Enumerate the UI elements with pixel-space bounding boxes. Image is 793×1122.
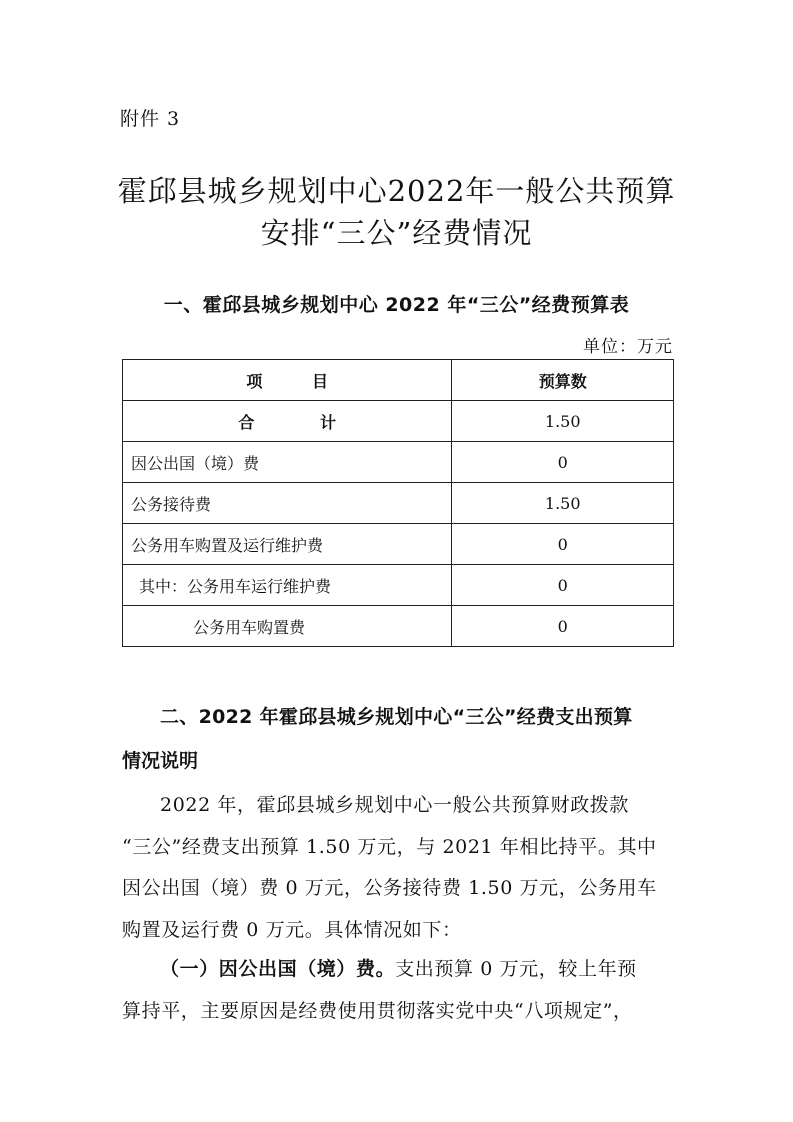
paragraph-overseas-travel (122, 949, 682, 1032)
row-label: 公务接待费 (123, 483, 452, 524)
section2-heading-line2: 情况说明 (122, 750, 199, 772)
total-value: 1.50 (452, 401, 674, 442)
section2-heading-line1: 二、2022 年霍邱县城乡规划中心“三公”经费支出预算 (160, 706, 633, 728)
table-header-row (123, 360, 674, 401)
table-row (123, 483, 674, 524)
table-row (123, 442, 674, 483)
row-label: 公务用车购置及运行维护费 (123, 524, 452, 565)
attachment-label: 附件 3 (120, 108, 181, 130)
paragraph-line: 2022 年，霍邱县城乡规划中心一般公共预算财政拨款 (160, 794, 629, 816)
paragraph-line: 算持平，主要原因是经费使用贯彻落实党中央“八项规定”， (122, 999, 633, 1022)
table-row (123, 565, 674, 606)
table-row (123, 524, 674, 565)
subsection-lead: （一）因公出国（境）费。 (160, 958, 396, 980)
section1-heading: 一、霍邱县城乡规划中心 2022 年“三公”经费预算表 (163, 294, 630, 316)
header-budget: 预算数 (452, 360, 674, 401)
header-item: 项 目 (123, 360, 452, 401)
row-value: 0 (452, 524, 674, 565)
row-label: 公务用车购置费 (123, 606, 452, 647)
paragraph-line (122, 949, 682, 991)
budget-table (122, 359, 674, 647)
row-label: 因公出国（境）费 (123, 442, 452, 483)
row-value: 0 (452, 565, 674, 606)
table-row (123, 606, 674, 647)
document-title-line2: 安排“三公”经费情况 (260, 216, 533, 250)
paragraph-text: 支出预算 0 万元，较上年预 (395, 958, 637, 980)
total-label: 合 计 (123, 401, 452, 442)
table-row-total (123, 401, 674, 442)
paragraph-summary (122, 785, 682, 951)
row-value: 1.50 (452, 483, 674, 524)
paragraph-line: 因公出国（境）费 0 万元，公务接待费 1.50 万元，公务用车 (122, 877, 657, 899)
unit-label: 单位：万元 (583, 337, 673, 357)
row-label: 其中：公务用车运行维护费 (123, 565, 452, 606)
row-value: 0 (452, 442, 674, 483)
paragraph-line: “三公”经费支出预算 1.50 万元，与 2021 年相比持平。其中 (122, 835, 657, 858)
document-title-line1: 霍邱县城乡规划中心2022年一般公共预算 (117, 174, 676, 208)
row-value: 0 (452, 606, 674, 647)
paragraph-line: 购置及运行费 0 万元。具体情况如下： (122, 918, 462, 941)
